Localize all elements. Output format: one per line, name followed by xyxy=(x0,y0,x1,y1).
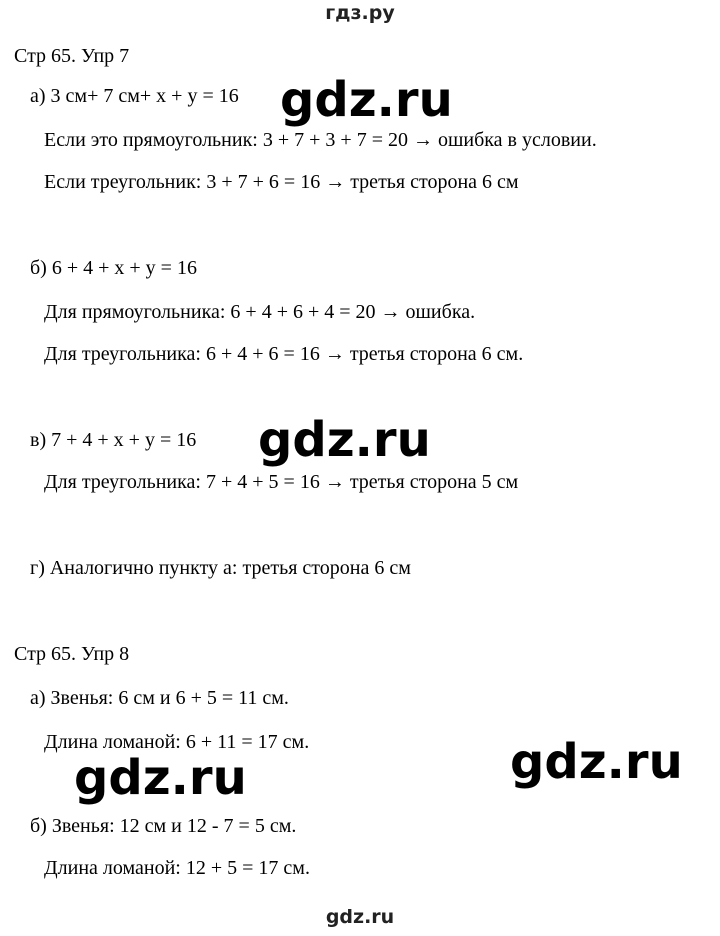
exercise-7-item-a-line-2: Если треугольник: 3 + 7 + 6 = 16 → третья сторона 6 см xyxy=(44,171,519,193)
exercise-7-item-b-line-2: Для треугольника: 6 + 4 + 6 = 16 → третья сторона 6 см. xyxy=(44,343,524,365)
exercise-7-item-a-line-1: Если это прямоугольник: 3 + 7 + 3 + 7 = 20 → ошибка в условии. xyxy=(44,129,597,151)
exercise-7-item-b-line-1: Для прямоугольника: 6 + 4 + 6 + 4 = 20 → ошибка. xyxy=(44,301,476,323)
watermark-4: gdz.ru xyxy=(74,750,247,806)
exercise-7-title: Стр 65. Упр 7 xyxy=(14,45,130,67)
exercise-8-item-a-line-1: Длина ломаной: 6 + 11 = 17 см. xyxy=(44,731,310,753)
site-footer: gdz.ru xyxy=(325,906,395,928)
exercise-8-title: Стр 65. Упр 8 xyxy=(14,643,130,665)
watermark-1: gdz.ru xyxy=(280,72,453,128)
watermark-3: gdz.ru xyxy=(510,734,683,790)
site-header: гдз.ру xyxy=(325,2,395,24)
exercise-7-item-v-line-1: Для треугольника: 7 + 4 + 5 = 16 → третья сторона 5 см xyxy=(44,471,519,493)
exercise-7-item-a: а) 3 см+ 7 см+ x + y = 16 xyxy=(30,85,239,107)
exercise-8-item-a: а) Звенья: 6 см и 6 + 5 = 11 см. xyxy=(30,687,289,709)
exercise-8-item-b-line-1: Длина ломаной: 12 + 5 = 17 см. xyxy=(44,857,310,879)
exercise-8-item-b: б) Звенья: 12 см и 12 - 7 = 5 см. xyxy=(30,815,297,837)
exercise-7-item-v: в) 7 + 4 + x + y = 16 xyxy=(30,429,197,451)
exercise-7-item-b: б) 6 + 4 + x + y = 16 xyxy=(30,257,197,279)
watermark-2: gdz.ru xyxy=(258,412,431,468)
exercise-7-item-g: г) Аналогично пункту а: третья сторона 6 см xyxy=(30,557,411,579)
